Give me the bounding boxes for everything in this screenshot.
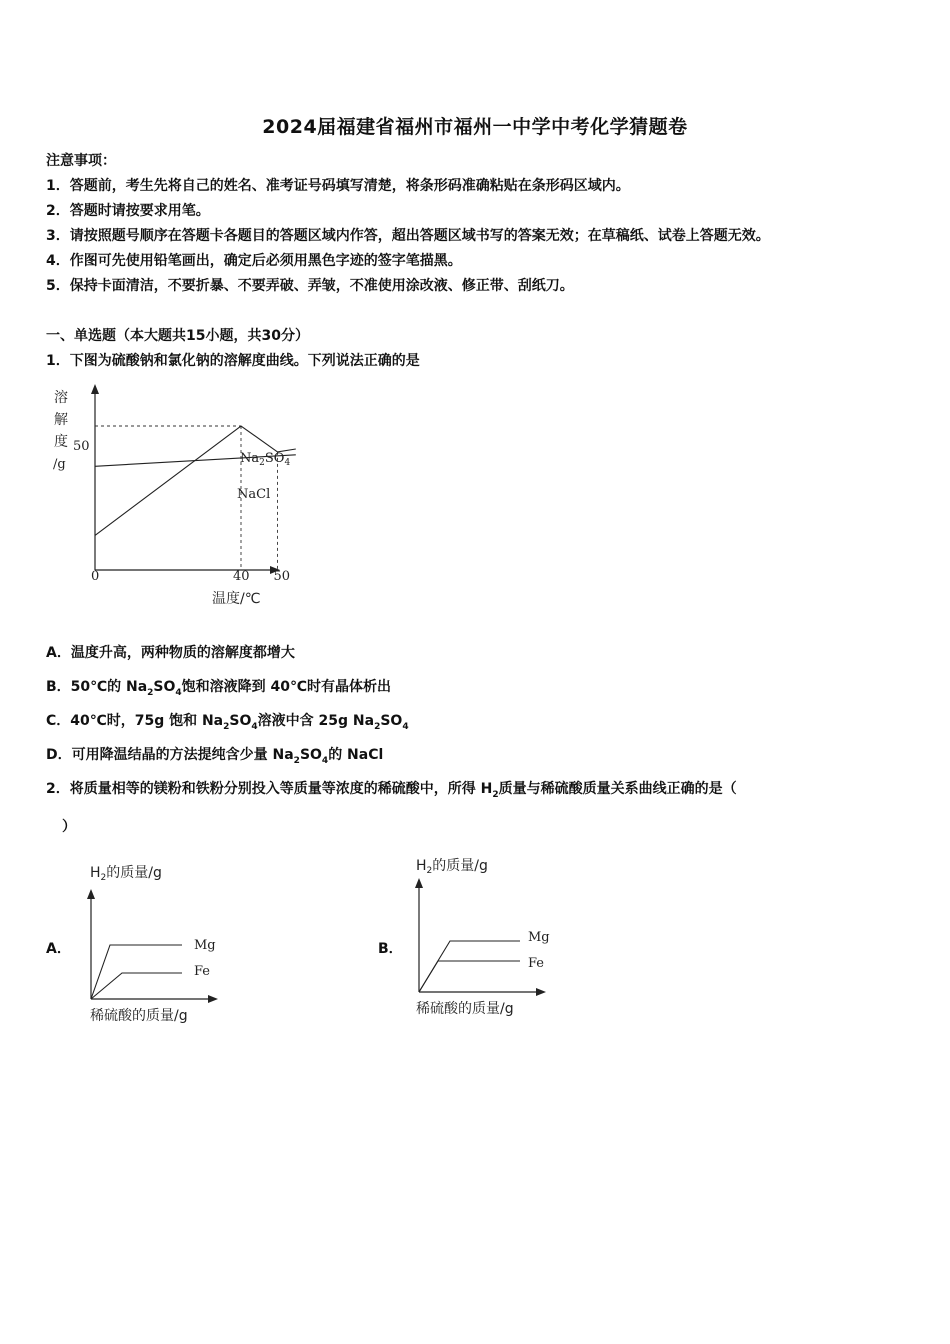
notice-item: 4．作图可先使用铅笔画出，确定后必须用黑色字迹的签字笔描黑。 — [46, 253, 462, 269]
y-label-char: 度 — [54, 434, 68, 450]
graph-y-label: $H_2$的质量/g — [416, 858, 488, 876]
y-label-char: 溶 — [54, 390, 68, 406]
graph-mg-line — [91, 945, 182, 999]
graph-y-arrow — [415, 878, 423, 888]
x-tick-label: 40 — [233, 569, 250, 584]
y-axis-arrow — [91, 384, 99, 394]
solubility-chart — [46, 380, 316, 615]
option-a-graph — [82, 855, 242, 1030]
option-b-graph — [410, 848, 570, 1023]
section-heading: 一、单选题（本大题共15小题，共30分） — [46, 328, 309, 344]
graph-x-label: 稀硫酸的质量/g — [416, 1001, 514, 1017]
graph-y-label: $H_2$的质量/g — [90, 865, 162, 883]
question-1-stem: 1．下图为硫酸钠和氯化钠的溶解度曲线。下列说法正确的是 — [46, 353, 420, 369]
option-a-label: A． — [46, 941, 71, 957]
y-tick-label: 50 — [73, 439, 90, 454]
graph-mg-label: Mg — [528, 930, 550, 945]
graph-fe-line — [91, 973, 182, 999]
graph-x-arrow — [536, 988, 546, 996]
graph-x-label: 稀硫酸的质量/g — [90, 1008, 188, 1024]
notice-item: 2．答题时请按要求用笔。 — [46, 203, 210, 219]
graph-y-arrow — [87, 889, 95, 899]
x-axis-label: 温度/℃ — [212, 591, 261, 607]
option-c: C．40℃时，75g 饱和 $Na_2SO_4$溶液中含 25g $Na_2SO_4$ — [46, 713, 409, 732]
series-label-na2so4: $Na_2SO_4$ — [240, 451, 291, 468]
notice-heading: 注意事项： — [46, 153, 116, 169]
option-b: B．50℃的 $Na_2SO_4$饱和溶液降到 40℃时有晶体析出 — [46, 679, 391, 698]
y-label-char: 解 — [54, 412, 68, 428]
x-tick-label: 0 — [91, 569, 100, 584]
series-na2so4-line — [95, 426, 296, 535]
notice-item: 5．保持卡面清洁，不要折暴、不要弄破、弄皱，不准使用涂改液、修正带、刮纸刀。 — [46, 278, 574, 294]
graph-x-arrow — [208, 995, 218, 1003]
question-2-stem: 2．将质量相等的镁粉和铁粉分别投入等质量等浓度的稀硫酸中，所得 $H_2$质量与稀硫酸质量关系曲线正确的是（ — [46, 781, 737, 800]
series-label-nacl: NaCl — [237, 487, 271, 502]
graph-fe-label: Fe — [194, 964, 211, 979]
notice-item: 3．请按照题号顺序在答题卡各题目的答题区域内作答，超出答题区域书写的答案无效；在草稿纸、试卷上答题无效。 — [46, 228, 770, 244]
graph-fe-label: Fe — [528, 956, 545, 971]
graph-mg-label: Mg — [194, 938, 216, 953]
page-title: 2024届福建省福州市福州一中学中考化学猜题卷 — [262, 116, 688, 138]
option-a: A．温度升高，两种物质的溶解度都增大 — [46, 645, 295, 661]
question-2-stem-close: ） — [62, 819, 76, 835]
x-tick-label: 50 — [273, 569, 291, 584]
option-d: D．可用降温结晶的方法提纯含少量 $Na_2SO_4$的 NaCl — [46, 747, 384, 766]
notice-item: 1．答题前，考生先将自己的姓名、准考证号码填写清楚，将条形码准确粘贴在条形码区域内。 — [46, 178, 630, 194]
option-b-label: B． — [378, 941, 403, 957]
graph-fe-line — [419, 961, 520, 992]
y-label-char: /g — [53, 457, 66, 472]
